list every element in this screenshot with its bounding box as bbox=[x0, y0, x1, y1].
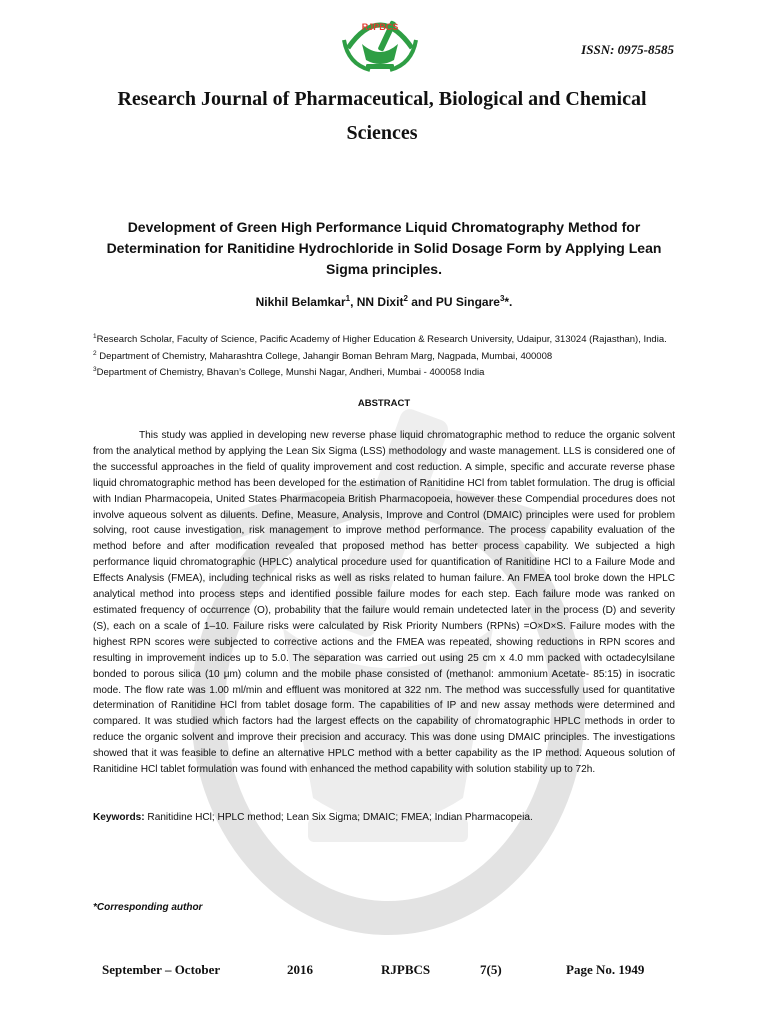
abstract-body: This study was applied in developing new reverse phase liquid chromatographic method to reduce the organic solvent from the analytical method by applying the Lean Six Sigma (LSS) methodology and waste management. LLS is considered one of the successful approaches in the field of quality improvement and cost reduction. A simple, specific and accurate reverse phase liquid chromatographic method has been developed for the estimation of Ranitidine HCl from tablet formulation. The drug is official with Indian Pharmacopeia, United States Pharmacopeia British Pharmacopoeia, however these Compendial procedures does not involve aqueous solvent as diluents. Define, Measure, Analysis, Improve and Control (DMAIC) principles were used for problem solving, root cause investigation, risk management to improve method performance. The process capability evaluation of the method before and after modification revealed that proposed method has better process capability. We subjected a high performance liquid chromatographic (HPLC) analytical procedure used for quantification of Ranitidine HCl to a Failure Mode and Effects Analysis (FMEA), including technical risks as well as risks related to human failure. An FMEA tool broke down the HPLC analytical method into process steps and identified possible failure modes for each step. Each failure mode was ranked on estimated frequency of occurrence (O), probability that the failure would remain undetected later in the process (D) and severity (S), each on a scale of 1–10. Failure risks were calculated by Risk Priority Numbers (RPNs) =O×D×S. Failure modes with the highest RPN scores were subjected to corrective actions and the FMEA was repeated, showing reductions in RPN scores and resulting in improvement indices up to 5.0. The separation was carried out using 25 cm x 4.0 mm packed with octadecylsilane bonded to porous silica (10 μm) column and the mobile phase consisted of (methanol: ammonium Acetate- 85:15) in isocratic mode. The flow rate was 1.00 ml/min and effluent was monitored at 322 nm. The method was successfully used for quantitative determination of Ranitidine HCl from tablet dosage form. The capabilities of IP and new assay methods were determined and compared. It was studied which factors had the largest effects on the capability of chromatographic HPLC methods in order to reduce the organic solvent and improve their precision and accuracy. This was done using DMAIC principles. The investigations showed that it was feasible to define an alternative HPLC method with a better capability as the IP method. Aqueous solution of Ranitidine HCl tablet formulation was found with enhanced the method capability with solution stability up to 72h. bbox=[93, 430, 675, 776]
author-affiliation-marker: 3 bbox=[499, 294, 505, 303]
page-footer bbox=[0, 962, 768, 982]
affiliation-text: Research Scholar, Faculty of Science, Pacific Academy of Higher Education & Research University, Udaipur, 313024 (Rajasthan), India. bbox=[96, 334, 667, 346]
author-name: PU Singare bbox=[435, 295, 500, 309]
journal-logo bbox=[340, 10, 420, 74]
affiliation-text: Department of Chemistry, Bhavan’s College, Munshi Nagar, Andheri, Mumbai - 400058 India bbox=[96, 367, 485, 379]
issn-number: ISSN: 0975-8585 bbox=[581, 42, 674, 57]
author-name: NN Dixit bbox=[356, 295, 404, 309]
author-separator: and bbox=[407, 295, 436, 309]
affiliation-item bbox=[93, 363, 683, 380]
affiliation-item bbox=[93, 347, 683, 364]
journal-title: Research Journal of Pharmaceutical, Biological and Chemical Sciences bbox=[117, 88, 647, 144]
footer-page-number: Page No. 1949 bbox=[566, 962, 645, 977]
footer-year: 2016 bbox=[287, 962, 313, 977]
keywords-text: Ranitidine HCl; HPLC method; Lean Six Sigma; DMAIC; FMEA; Indian Pharmacopeia. bbox=[144, 812, 533, 823]
author-separator: , bbox=[350, 295, 357, 309]
article-title: Development of Green High Performance Liquid Chromatography Method for Determination for Ranitidine Hydrochloride in Solid Dosage Form by Applying Lean Sigma principles. bbox=[106, 219, 662, 277]
affiliation-marker: 1 bbox=[93, 333, 97, 340]
logo-text: RJPBCS bbox=[361, 22, 399, 32]
author-affiliation-marker: 2 bbox=[403, 294, 408, 303]
footer-journal-abbr: RJPBCS bbox=[381, 962, 431, 977]
author-name: Nikhil Belamkar bbox=[255, 295, 346, 309]
affiliation-text: Department of Chemistry, Maharashtra College, Jahangir Boman Behram Marg, Nagpada, Mumbai, 400008 bbox=[96, 350, 553, 362]
author-separator: *. bbox=[504, 295, 513, 309]
corresponding-author-note: *Corresponding author bbox=[93, 902, 203, 913]
affiliation-item bbox=[93, 330, 683, 347]
affiliation-marker: 3 bbox=[93, 366, 97, 374]
author-list bbox=[84, 294, 684, 309]
footer-volume: 7(5) bbox=[480, 962, 502, 977]
author-affiliation-marker: 1 bbox=[345, 294, 351, 303]
abstract-heading: ABSTRACT bbox=[357, 398, 411, 409]
affiliation-list bbox=[93, 330, 683, 380]
affiliation-marker: 2 bbox=[93, 349, 97, 357]
keywords-label: Keywords: bbox=[93, 812, 145, 823]
footer-issue-month: September – October bbox=[102, 962, 221, 977]
keywords-line bbox=[93, 812, 675, 823]
